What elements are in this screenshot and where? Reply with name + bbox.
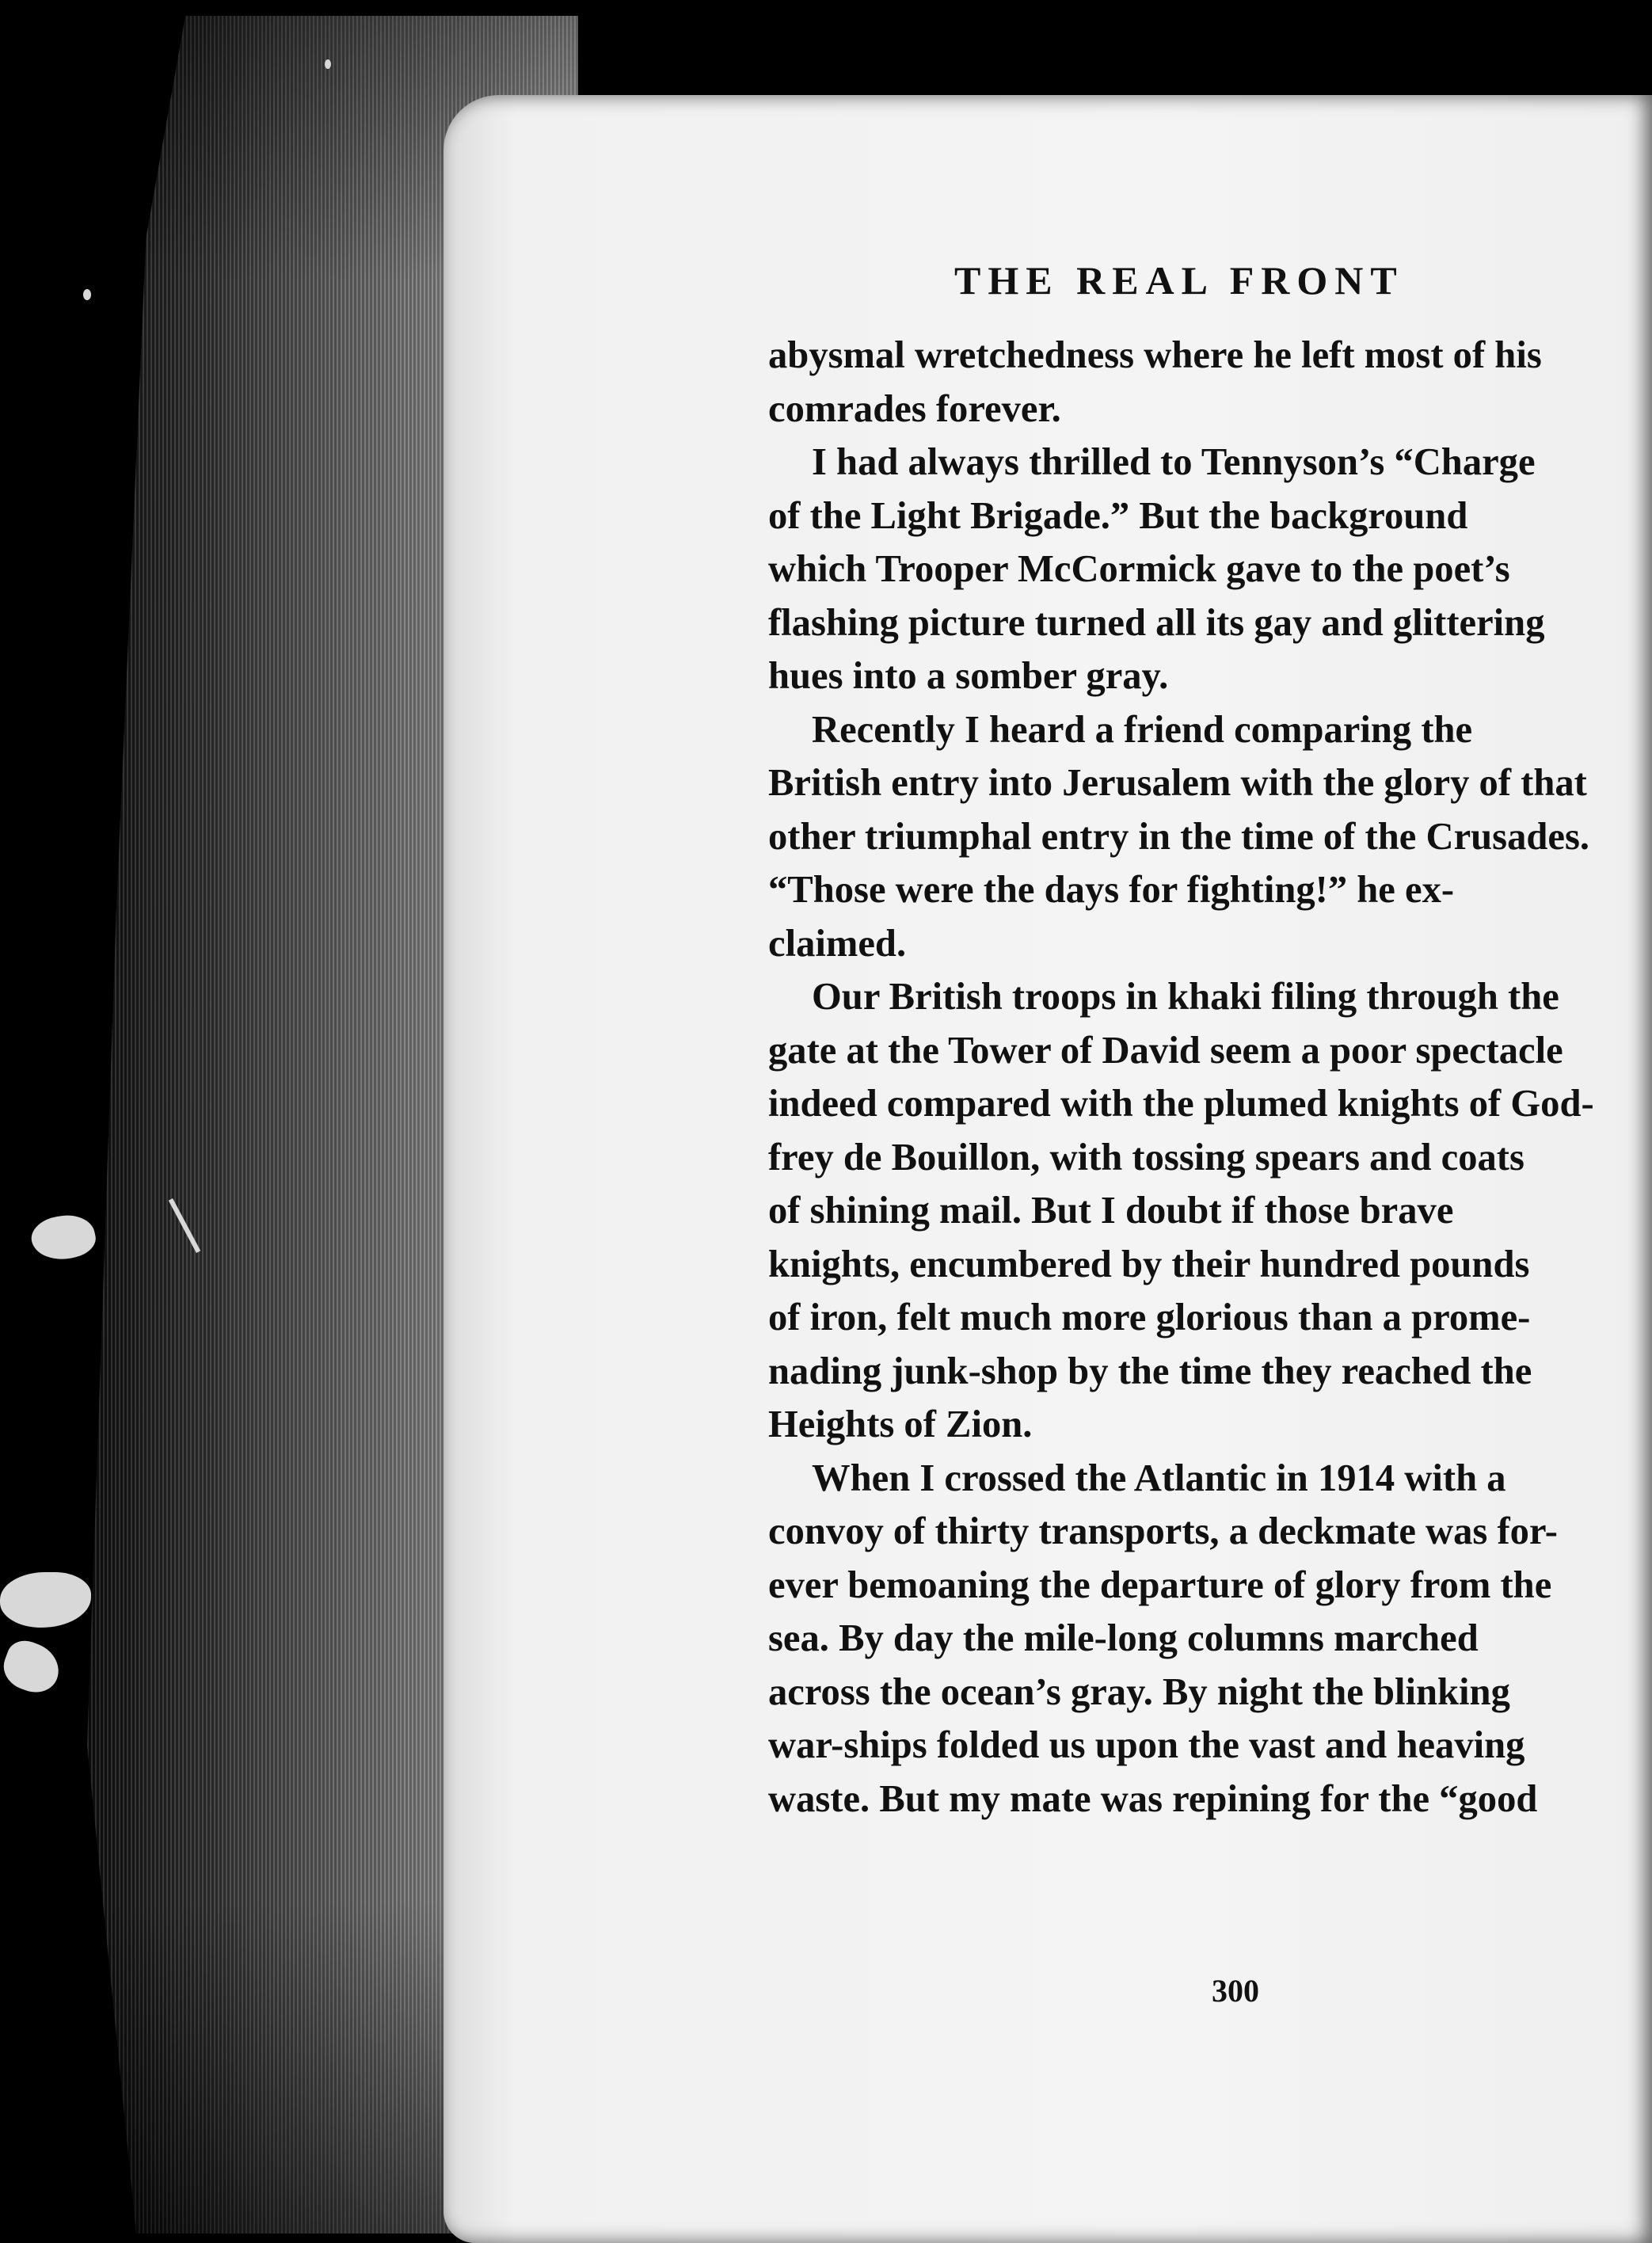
dust-speck [0,1572,91,1628]
text-line: comrades forever. [768,387,1061,430]
text-line: nading junk-shop by the time they reached the [768,1349,1532,1392]
text-line: of shining mail. But I doubt if those brave [768,1189,1454,1232]
text-line: frey de Bouillon, with tossing spears and coats [768,1135,1524,1179]
text-line: gate at the Tower of David seem a poor spectacle [768,1028,1563,1072]
dust-speck [0,1636,66,1699]
text-line: British entry into Jerusalem with the glory of that [768,761,1587,804]
text-line: When I crossed the Atlantic in 1914 with a [812,1456,1506,1499]
text-line: ever bemoaning the departure of glory from the [768,1563,1552,1606]
text-line: Recently I heard a friend comparing the [812,707,1473,751]
text-line: flashing picture turned all its gay and glittering [768,600,1545,644]
text-line: “Those were the days for fighting!” he ex- [768,868,1455,911]
text-line: of iron, felt much more glorious than a prome- [768,1296,1531,1339]
text-line: sea. By day the mile-long columns marched [768,1617,1479,1659]
dust-speck [28,1209,99,1265]
dust-speck [325,59,331,69]
text-line: knights, encumbered by their hundred pounds [768,1242,1530,1285]
text-line: convoy of thirty transports, a deckmate was for- [768,1510,1558,1552]
text-line: hues into a somber gray. [768,654,1169,697]
page-number: 300 [1212,1973,1259,2009]
dust-speck [83,289,91,300]
running-head: THE REAL FRONT [954,258,1404,303]
text-line: Our British troops in khaki filing through the [812,975,1559,1018]
body-text [768,329,1652,1968]
text-line: of the Light Brigade.” But the background [768,493,1468,537]
text-line: waste. But my mate was repining for the “good [768,1777,1538,1820]
text-line: claimed. [768,921,907,965]
text-line: indeed compared with the plumed knights of God- [768,1082,1594,1125]
text-line: across the ocean’s gray. By night the blinking [768,1670,1510,1713]
text-line: Heights of Zion. [768,1403,1033,1445]
text-line: war-ships folded us upon the vast and heaving [768,1723,1525,1766]
text-line: other triumphal entry in the time of the Crusades. [768,814,1590,858]
text-line: I had always thrilled to Tennyson’s “Charge [812,440,1536,483]
text-line: abysmal wretchedness where he left most of his [768,333,1542,376]
text-line: which Trooper McCormick gave to the poet’s [768,547,1510,590]
